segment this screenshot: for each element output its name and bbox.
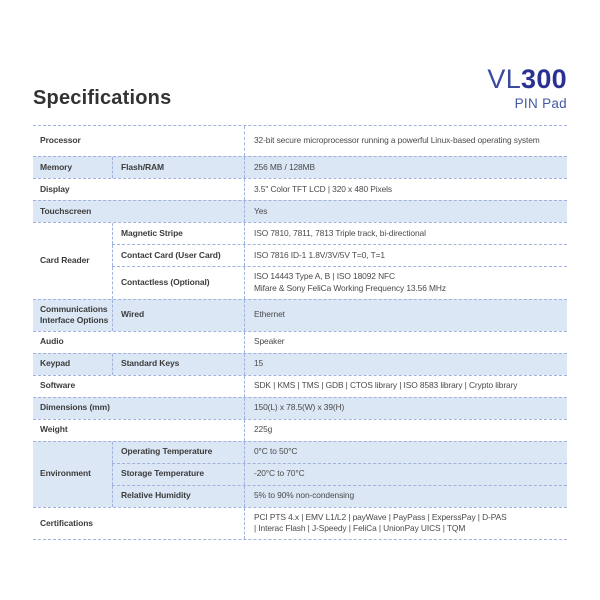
spec-subcategory: Wired [112,300,244,331]
spec-row-software [33,375,567,397]
spec-value: ISO 7816 ID-1 1.8V/3V/5V T=0, T=1 [244,245,567,266]
spec-row-keypad [33,353,567,375]
page-title: Specifications [33,87,172,109]
spec-subrow-contactless [112,266,567,299]
spec-label: Certifications [40,517,93,528]
spec-label: Audio [40,336,64,347]
spec-row-certifications [33,507,567,540]
environment-subrows [112,442,567,507]
spec-subcategory: Flash/RAM [112,157,244,178]
specifications-table [33,125,567,540]
spec-subcategory: Contactless (Optional) [112,267,244,299]
spec-label: Communications Interface Options [40,303,109,326]
spec-value: 3.5" Color TFT LCD | 320 x 480 Pixels [244,179,567,200]
spec-label: Processor [40,135,81,146]
spec-label: Display [40,183,70,194]
spec-row-environment [33,441,567,507]
model-prefix: VL [487,64,522,94]
spec-row-communications [33,299,567,331]
spec-label: Environment [40,468,91,479]
spec-subcategory: Storage Temperature [112,464,244,485]
spec-value: 32-bit secure microprocessor running a powerful Linux-based operating system [244,126,567,156]
spec-value-line: Mifare & Sony FeliCa Working Frequency 13.56 MHz [254,282,446,293]
spec-row-display [33,178,567,200]
spec-subcategory: Magnetic Stripe [112,223,244,244]
spec-row-weight [33,419,567,441]
spec-label: Touchscreen [40,205,92,216]
spec-subcategory: Standard Keys [112,354,244,375]
spec-value: 256 MB / 128MB [244,157,567,178]
spec-row-processor [33,126,567,156]
model-name [487,66,567,93]
spec-value: -20°C to 70°C [244,464,567,485]
spec-value: ISO 7810, 7811, 7813 Triple track, bi-directional [244,223,567,244]
spec-value [244,508,567,540]
spec-label: Software [40,380,76,391]
spec-value-line: | Interac Flash | J-Speedy | FeliCa | UnionPay UICS | TQM [254,523,466,534]
spec-row-memory [33,156,567,178]
spec-label: Memory [40,161,72,172]
spec-value-line: ISO 14443 Type A, B | ISO 18092 NFC [254,271,395,281]
spec-subrow-relative-humidity [112,485,567,507]
spec-subcategory: Operating Temperature [112,442,244,463]
spec-value: 225g [244,420,567,441]
spec-value: 150(L) x 78.5(W) x 39(H) [244,398,567,419]
model-number: 300 [521,64,567,94]
card-reader-subrows [112,223,567,299]
product-line-label: PIN Pad [514,96,567,111]
spec-value: 5% to 90% non-condensing [244,486,567,507]
spec-subrow-magnetic-stripe [112,223,567,244]
spec-value: 15 [244,354,567,375]
spec-subrow-contact-card [112,244,567,266]
spec-value: SDK | KMS | TMS | GDB | CTOS library | ISO 8583 library | Crypto library [244,376,567,397]
spec-label: Weight [40,424,68,435]
spec-subrow-operating-temperature [112,442,567,463]
spec-value: 0°C to 50°C [244,442,567,463]
spec-value-line: PCI PTS 4.x | EMV L1/L2 | payWave | PayPass | ExperssPay | D-PAS [254,511,507,522]
brand-block [487,66,567,111]
spec-value: Yes [244,201,567,222]
spec-label: Card Reader [40,255,90,266]
spec-value: Speaker [244,332,567,353]
spec-row-dimensions [33,397,567,419]
spec-row-card-reader [33,222,567,299]
spec-subcategory: Relative Humidity [112,486,244,507]
spec-row-audio [33,331,567,353]
spec-row-touchscreen [33,200,567,222]
spec-label: Keypad [40,358,71,369]
spec-value [244,267,567,299]
spec-value: Ethernet [244,300,567,331]
spec-label: Dimensions (mm) [40,402,110,413]
spec-subrow-storage-temperature [112,463,567,485]
spec-subcategory: Contact Card (User Card) [112,245,244,266]
